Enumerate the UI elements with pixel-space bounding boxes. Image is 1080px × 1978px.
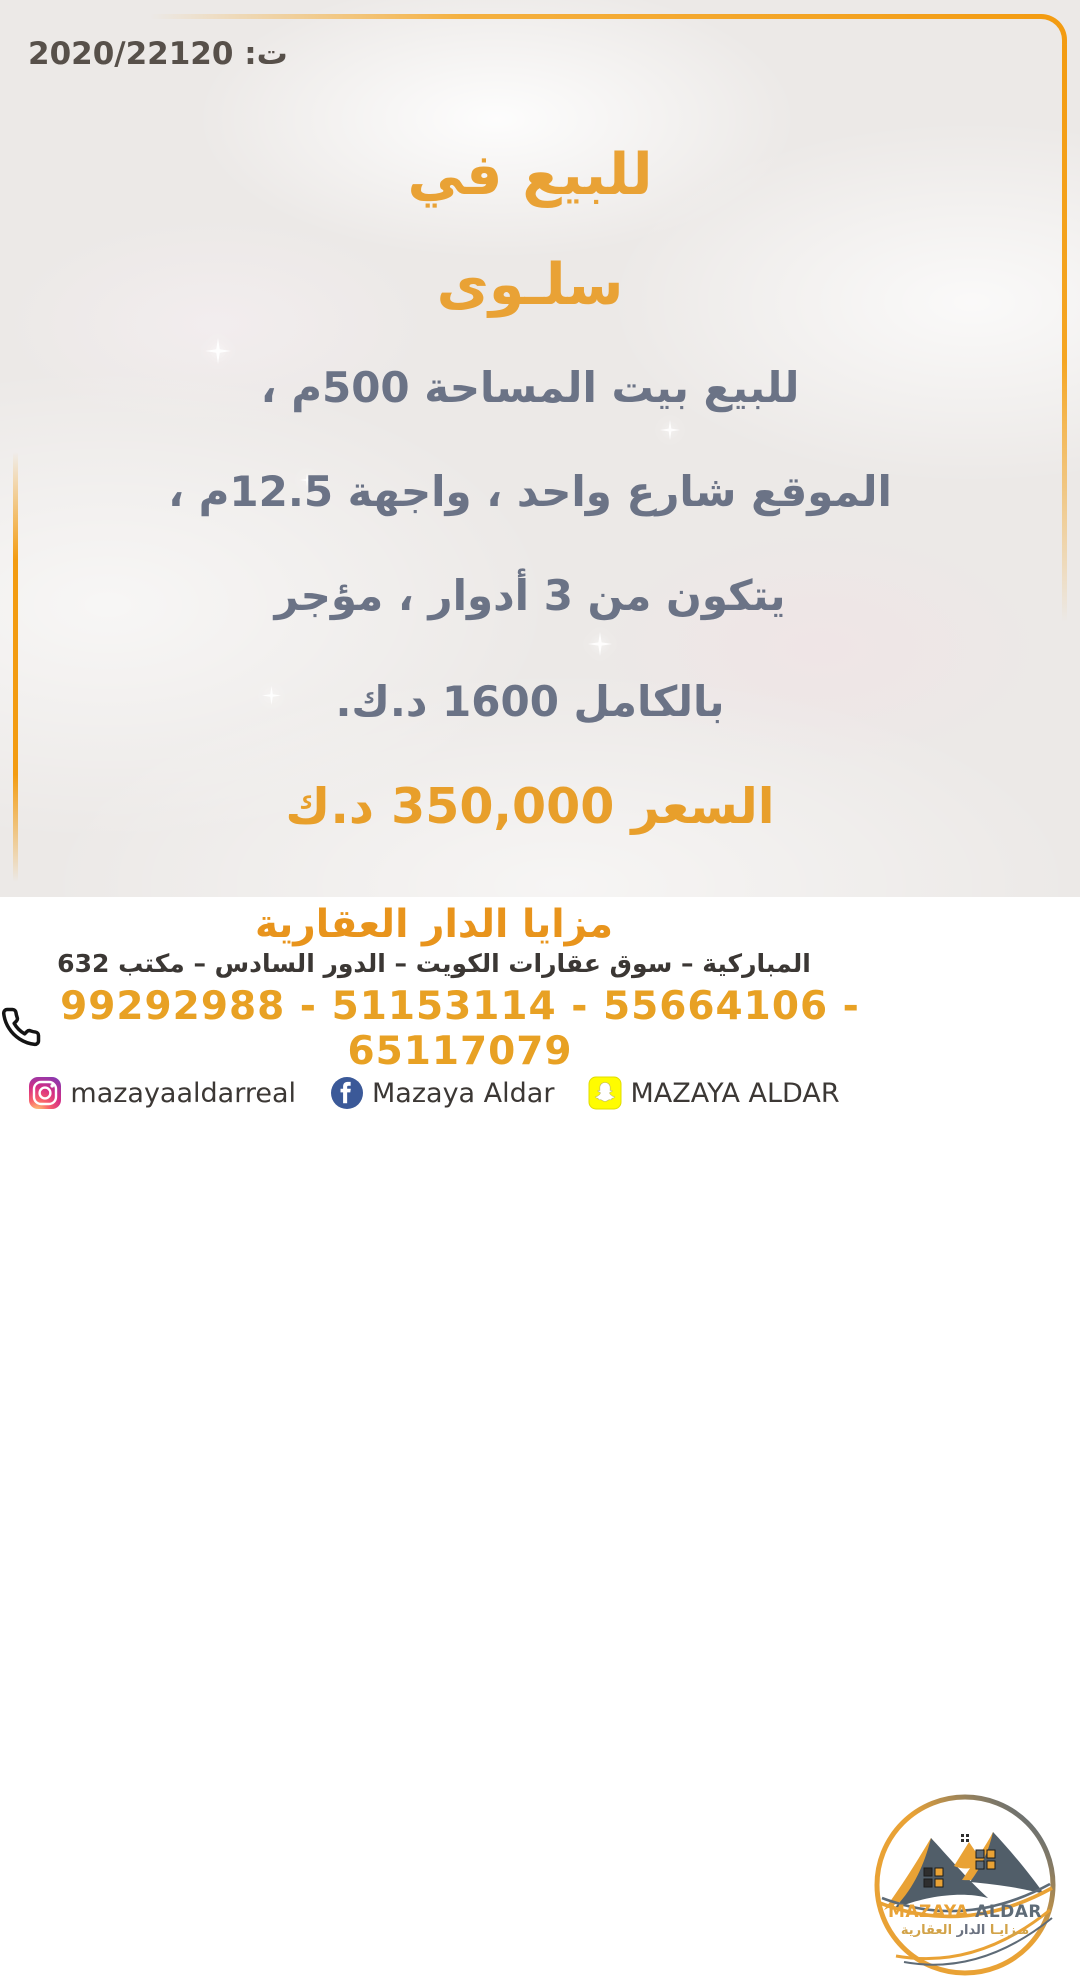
detail-line-location: الموقع شارع واحد ، واجهة 12.5م ، — [168, 467, 892, 516]
logo-name-ar — [872, 1923, 1058, 1938]
listing-reference-number: ت: 2020/22120 — [28, 36, 288, 72]
social-item-snapchat — [588, 1076, 839, 1110]
logo-name-ar-aldar: الدار — [956, 1923, 986, 1938]
logo-name-en-aldar: ALDAR — [975, 1902, 1043, 1922]
footer-contact-block — [0, 897, 868, 1110]
social-item-instagram — [28, 1076, 296, 1110]
logo-name-en-mazaya: MAZAYA — [887, 1902, 969, 1922]
price-line: السعر 350,000 د.ك — [285, 778, 775, 835]
snapchat-handle: MAZAYA ALDAR — [630, 1077, 840, 1109]
detail-line-area: للبيع بيت المساحة 500م ، — [260, 363, 800, 412]
right-accent-line — [1062, 42, 1067, 622]
company-address: المباركية – سوق عقارات الكويت – الدور السادس – مكتب 632 — [57, 949, 811, 978]
facebook-handle: Mazaya Aldar — [372, 1077, 555, 1109]
company-logo — [872, 1792, 1058, 1978]
facebook-icon — [330, 1076, 364, 1110]
instagram-icon — [28, 1076, 62, 1110]
detail-line-rent: بالكامل 1600 د.ك. — [335, 677, 725, 726]
footer-bar — [0, 897, 1080, 1938]
phone-icon — [0, 1006, 42, 1052]
instagram-handle: mazayaaldarreal — [70, 1077, 297, 1109]
top-right-corner-accent — [1037, 14, 1067, 44]
top-accent-line — [150, 14, 1040, 19]
sparkle-icon — [588, 632, 612, 660]
headline-area-name: سلـوى — [436, 252, 624, 318]
snapchat-icon — [588, 1076, 622, 1110]
social-item-facebook — [330, 1076, 554, 1110]
social-row — [0, 1076, 868, 1110]
company-name: مزايا الدار العقارية — [254, 902, 614, 947]
logo-name-ar-mazaya: مـزايـا — [989, 1923, 1030, 1938]
phone-numbers: 99292988 - 51153114 - 55664106 - 65117079 — [60, 984, 860, 1074]
logo-name-en — [872, 1902, 1058, 1922]
logo-name-ar-aqaria: العقارية — [900, 1923, 953, 1938]
headline-for-sale: للبيع في — [407, 142, 653, 208]
sparkle-icon — [660, 420, 680, 444]
company-logo-graphic — [872, 1792, 1058, 1978]
phone-row — [0, 984, 868, 1074]
detail-line-floors: يتكون من 3 أدوار ، مؤجر — [274, 571, 786, 620]
